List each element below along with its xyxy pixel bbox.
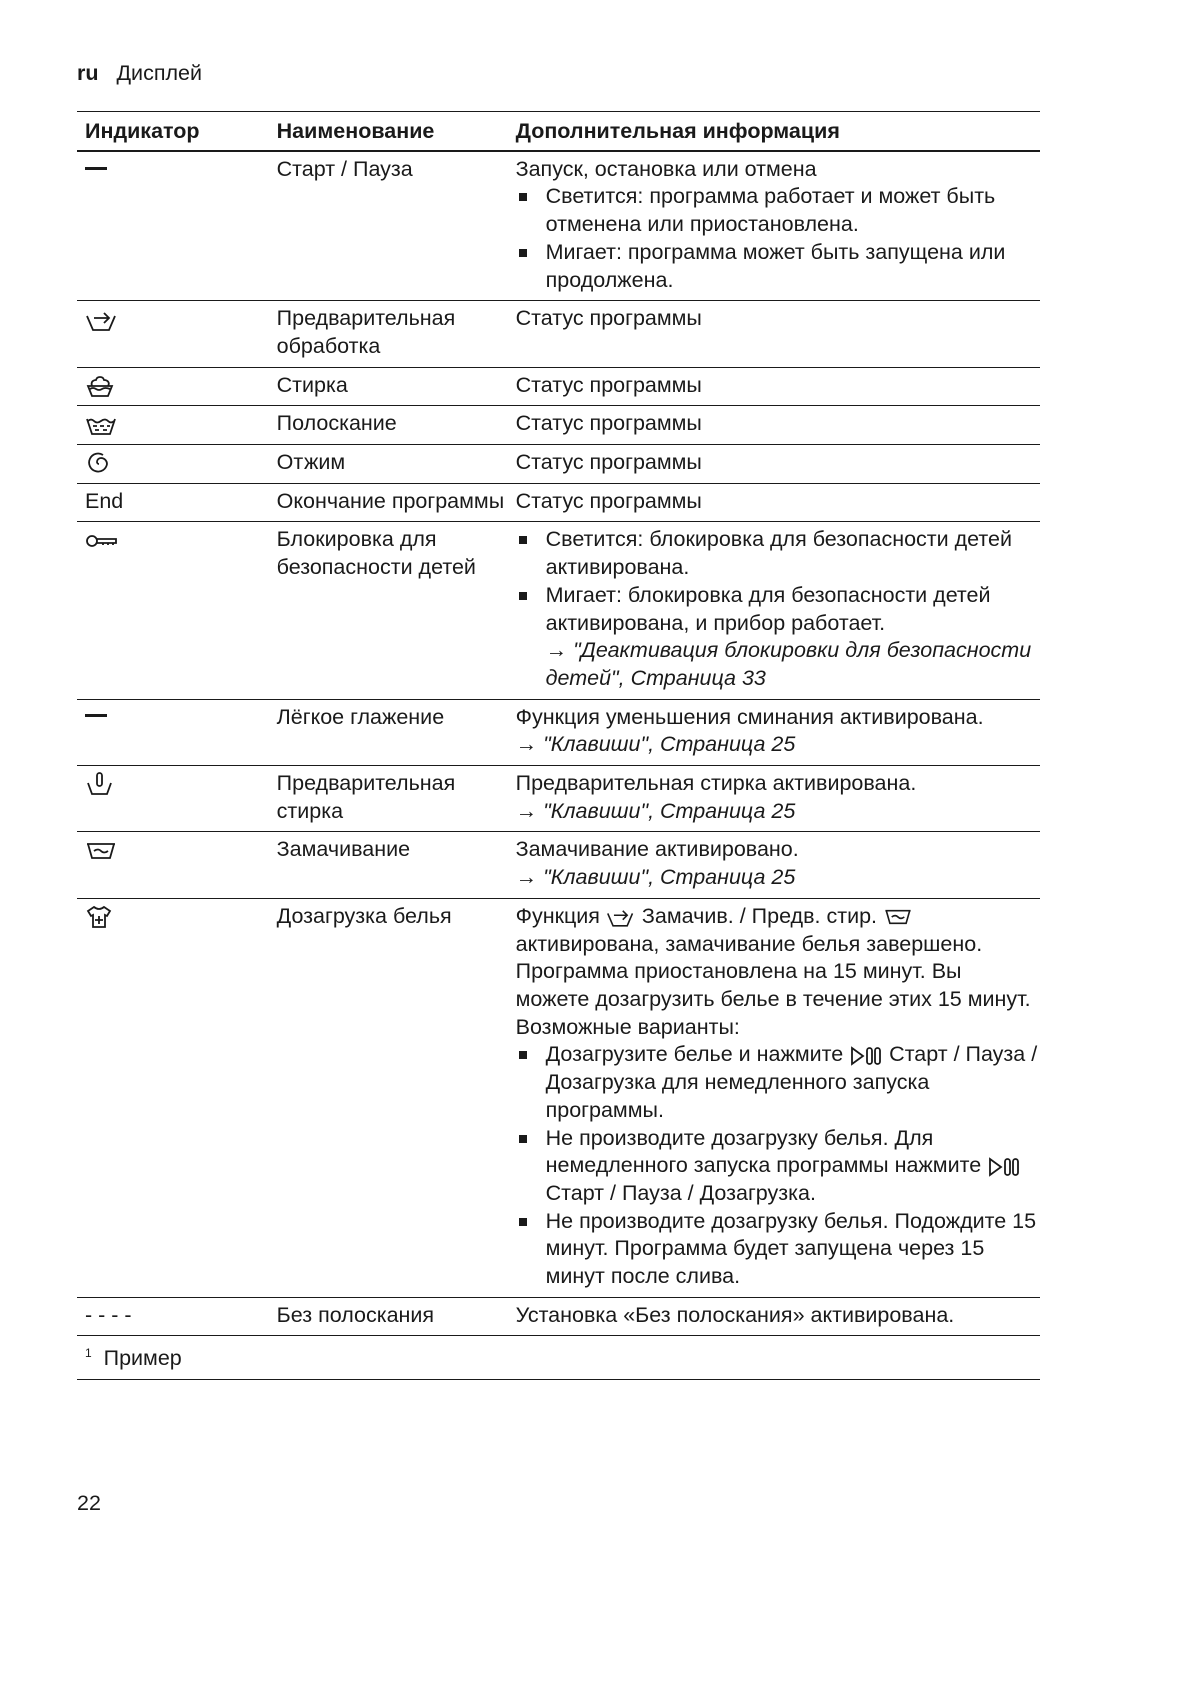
col-header-indicator: Индикатор (85, 119, 200, 143)
page-reference-link[interactable]: → "Деактивация блокировки для безопасности детей", Страница 33 (545, 638, 1032, 690)
footnote-text: Пример (103, 1346, 182, 1371)
bullet-item: Мигает: программа может быть запущена или продолжена. (516, 239, 1040, 294)
start-pause-icon (987, 1156, 1021, 1178)
info-text: Установка «Без полоскания» активирована. (515, 1302, 955, 1327)
page-reference-link[interactable]: → "Клавиши", Страница 25 (515, 865, 796, 890)
table-row (77, 367, 1040, 406)
info-text: Статус программы (515, 411, 702, 436)
pretreatment-icon (85, 308, 119, 332)
indicator-name: Окончание программы (276, 488, 505, 513)
footnote-row (77, 1336, 1040, 1380)
info-text: Предварительная стирка активирована. (515, 771, 917, 796)
spin-icon (85, 451, 111, 475)
info-text: Запуск, остановка или отмена (515, 156, 817, 181)
info-text: Замачивание активировано. (515, 837, 799, 862)
indicator-name: Предварительная стирка (276, 771, 456, 823)
page-reference-link[interactable]: → "Клавиши", Страница 25 (515, 732, 796, 757)
dash-icon (85, 714, 107, 717)
table-row (77, 766, 1040, 832)
wash-icon (85, 374, 115, 398)
indicator-name: Полоскание (276, 411, 397, 436)
running-header (77, 60, 202, 88)
indicator-name: Лёгкое глажение (276, 704, 445, 729)
key-icon (85, 532, 119, 550)
bullet-item: Дозагрузите белье и нажмите Старт / Пауза / Дозагрузка для немедленного запуска программы. (516, 1041, 1040, 1124)
page-reference-link[interactable]: → "Клавиши", Страница 25 (515, 798, 796, 823)
table-row (77, 898, 1040, 1297)
indicator-name: Предварительная обработка (276, 306, 456, 358)
indicator-name: Блокировка для безопасности детей (276, 527, 476, 580)
info-text: Статус программы (515, 450, 702, 475)
bullet-item: Светится: программа работает и может быть отменена или приостановлена. (516, 183, 1040, 238)
soak-icon (883, 908, 913, 926)
start-pause-icon (849, 1045, 883, 1067)
indicator-name: Старт / Пауза (276, 156, 413, 181)
col-header-name: Наименование (276, 119, 435, 143)
shirt-add-icon (85, 904, 113, 930)
info-text: Статус программы (515, 306, 702, 331)
footnote-mark: 1 (85, 1346, 92, 1361)
rinse-icon (85, 414, 117, 436)
table-row (77, 406, 1040, 445)
bullet-item: Не производите дозагрузку белья. Подождите 15 минут. Программа будет запущена через 15 минут после слива. (516, 1208, 1040, 1291)
prewash-icon (85, 771, 115, 797)
indicator-name: Отжим (276, 450, 346, 475)
table-row (77, 832, 1040, 898)
no-rinse-indicator: - - - - (85, 1302, 132, 1327)
table-row (77, 522, 1040, 699)
info-text: Статус программы (515, 372, 702, 397)
page-number: 22 (77, 1491, 101, 1515)
table-row (77, 301, 1040, 367)
table-row (77, 699, 1040, 765)
section-title: Дисплей (116, 61, 202, 85)
pretreatment-icon (606, 906, 636, 928)
language-code: ru (77, 61, 99, 85)
end-indicator: End (85, 488, 124, 513)
bullet-item: Светится: блокировка для безопасности детей активирована. (516, 526, 1040, 581)
bullet-item: Не производите дозагрузку белья. Для немедленного запуска программы нажмите Старт / Пауза / Дозагрузка. (516, 1125, 1040, 1208)
indicator-table (77, 111, 1040, 1380)
table-row (77, 445, 1040, 484)
table-row (77, 483, 1040, 522)
info-text: Статус программы (515, 488, 702, 513)
soak-icon (85, 841, 117, 861)
info-text: Функция Замачив. / Предв. стир. активирована, замачивание белья завершено. Программа приостановлена на 15 минут. Вы можете дозагрузить белье в течение этих 15 минут. (515, 903, 1031, 1011)
dash-icon (85, 167, 107, 170)
indicator-name: Дозагрузка белья (276, 903, 452, 928)
indicator-name: Стирка (276, 372, 348, 397)
info-text: Возможные варианты: (515, 1014, 740, 1039)
indicator-name: Замачивание (276, 837, 411, 862)
info-text: Функция уменьшения сминания активирована. (515, 704, 984, 729)
indicator-name: Без полоскания (276, 1302, 435, 1327)
bullet-item: Мигает: блокировка для безопасности детей активирована, и прибор работает. (516, 582, 1040, 637)
table-row (77, 151, 1040, 301)
table-row (77, 1297, 1040, 1336)
col-header-info: Дополнительная информация (515, 119, 840, 143)
